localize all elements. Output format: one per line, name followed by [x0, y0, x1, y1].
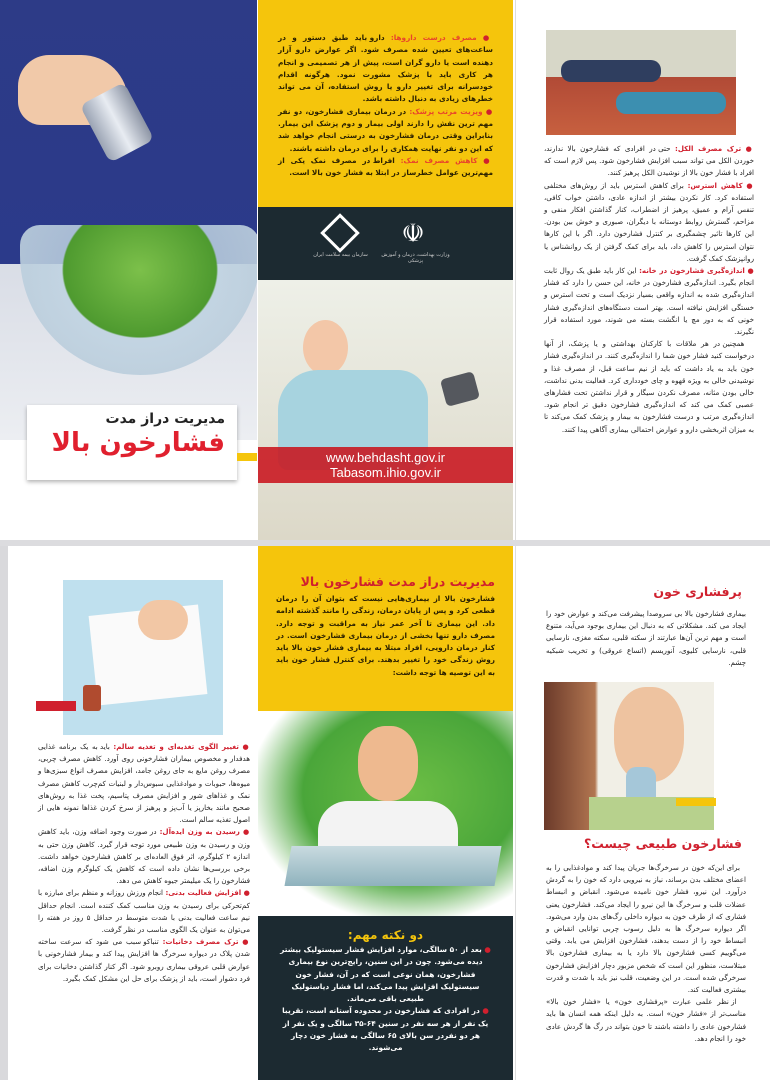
url-tabasom[interactable]: Tabasom.ihio.gov.ir	[329, 465, 442, 480]
bp-monitor-icon	[440, 371, 480, 407]
cover-title-box	[27, 405, 237, 480]
insurance-logo	[320, 213, 360, 253]
cover-title: فشارخون بالا	[51, 428, 225, 458]
prescription-illustration	[63, 580, 223, 735]
lifestyle-tips-panel	[515, 0, 770, 540]
section-title: مدیریت دراز مدت فشارخون بالا	[300, 574, 495, 589]
hand	[138, 600, 188, 640]
diet-exercise-text: ● تغییر الگوی تغذیه‌ای و تغذیه سالم: باید به یک برنامه غذایی هدفدار و مخصوص بیماران فشارخونی روی آورد. کاهش مصرف چربی، مصرف روغن مایع به جای روغن جامد، افزایش مصرف انواع سبزی‌ها و میوه‌ها، حبوبات و موادغذایی سبوس‌دار و لبنیات کم‌چرب کاهش مصرف نمک و غذاهای شور و افزایش مصرف پتاسیم، پخت غذا به روش‌های صحیح مانند بخارپز یا آب‌پز و پرهیز از سرخ کردن غذاها نمونه هایی از اصول تغذیه سالم است. ● رسیدن به وزن ایده‌آل: در صورت وجود اضافه وزن، باید کاهش وزن و رسیدن به وزن طبیعی مورد توجه قرار گیرد. کاهش وزن حتی به اندازه ۲ کیلوگرم، اثر فوق العاده‌ای بر کاهش فشارخون خواهد داشت. برخی بررسی‌ها نشان داده است که کاهش یک کیلوگرم وزن اضافه، فشارخون را یک میلیمتر جیوه کاهش می دهد. ● افزایش فعالیت بدنی: انجام ورزش روزانه و منظم برای مبارزه با کم‌تحرکی برای رسیدن به وزن مناسب کمک کننده است. انجام حداقل نیم ساعت فعالیت بدنی با شدت متوسط در حداقل ۵ روز در هفته را می‌توان به عنوان یک الگوی مناسب در نظر گرفت. ● ترک مصرف دخانیات: تنباکو سبب می شود که سرعت ساخته شدن پلاک در دیواره سرخرگ ها افزایش پیدا کند و بیمار فشارخونی با عوارض قلبی عروقی بیماری روبرو شود. اگر کنار گذاشتن دخانیات برای فرد دشوار است، باید از پزشک برای حل این مشکل کمک بگیرد.	[38, 742, 250, 983]
logos-band	[258, 207, 513, 280]
exercise-illustration	[258, 711, 513, 916]
cover-subtitle: مدیریت دراز مدت	[105, 411, 225, 427]
brochure-inside	[0, 546, 770, 1080]
notes-text: ● بعد از ۵۰ سالگی، موارد افزایش فشار سیستولیک بیشتر دیده می‌شود. چون در این سنین، رایج‌ترین نوع بیماری فشارخون، همان نوعی است که در آن، فشار خون سیستولیک افزایش پیدا می‌کند، اما فشار دیاستولیک طبیعی باقی می‌ماند. ● در افرادی که فشارخون در محدوده آستانه است، تقریبا یک نفر از هر سه نفر در سنین ۶۴-۳۵ سالگی و یک نفر از هر دو نفردر سن بالای ۶۵ سالگی به فشار خون دچار می‌شوند.	[280, 945, 491, 1053]
hypertension-info-panel	[515, 546, 770, 1080]
long-term-management-panel	[258, 546, 513, 711]
salt-salad-illustration	[0, 0, 257, 440]
patient-monitor-illustration	[258, 280, 513, 540]
url-behdasht[interactable]: www.behdasht.gov.ir	[326, 450, 445, 465]
normal-bp-title: فشارخون طبیعی چیست؟	[583, 836, 742, 851]
red-accent-bar	[36, 701, 76, 711]
man-face	[358, 726, 418, 801]
woman-lying	[616, 92, 726, 114]
important-notes-box	[258, 916, 513, 1080]
intro-text: فشارخون بالا از بیماری‌هایی نیست که بتوان آن را درمان قطعی کرد و پس از پایان درمان، زندگی را مانند گذشته ادامه داد. این بیماری تا آخر عمر نیاز به مراقبت و توجه دارد. مصرف دارو تنها بخشی از درمان بیماری فشارخون است. در کنار درمان دارویی، افراد مبتلا به بیماری فشار خون بالا باید روش زندگی خود را تغییر بدهند. برای کنترل فشار خون باید به این توصیه ها توجه داشت:	[276, 594, 495, 677]
hypertension-text: بیماری فشارخون بالا بی سروصدا پیشرفت می‌کند و عوارض خود را ایجاد می کند. مشکلاتی که به دنبال این بیماری بوجود می‌آید، متنوع است و مهم ترین آن‌ها عبارتند از سکته قلبی، سکته مغزی، نارسایی قلبی، نارسایی کلیوی، آنوریسم (اتساع عروقی) و تخریب شبکیه چشم.	[546, 609, 746, 667]
insurance-logo-caption: سازمان بیمه سلامت ایران	[313, 252, 368, 258]
lifestyle-tips-text: ● ترک مصرف الکل: حتی در افرادی که فشارخون بالا ندارند، خوردن الکل می تواند سبب افزایش فشارخون شود. پس لازم است که افراد با فشار خون بالا از نوشیدن الکل پرهیز کنند. ● کاهش استرس: برای کاهش استرس باید از روش‌های مختلفی استفاده کرد. کار نکردن بیشتر از اندازه عادی، داشتن خواب کافی، تنفس آرام و عمیق، پرهیز از اضطراب، کنار گذاشتن افکار منفی و مزاحم، گسترش روابط دوستانه با دیگران، صبوری و خوش بین بودن. این کارها تاثیر چشمگیری بر کنترل فشارخون دارد. اگر با این کارها نتوان استرس را کاهش داد، باید برای کمک گرفتن از یک روانشناس یا روانپزشک کمک گرفت. ● اندازه‌گیری فشارخون در خانه: این کار باید طبق یک روال ثابت انجام بگیرد. اندازه‌گیری فشارخون در خانه، این حسن را دارد که فشار اندازه‌گیری شده به اندازه واقعی بسیار نزدیک است و تحت استرس و خستگی افزایش نیافته است. بهتر است دستگاه‌های اندازه‌گیری فشار خونی که به دور مچ یا انگشت بسته می شوند، مورد استفاده قرار نگیرند. همچنین در هر ملاقات با کارکنان بهداشتی و یا پزشک، از آنها درخواست کنید فشار خون شما را اندازه‌گیری کنند. در اندازه‌گیری فشار خون باید به یاد داشت که باید از نیم ساعت قبل، از مصرف غذا و نوشیدنی خالی به ویژه قهوه و چای خودداری کرد. فعالیت بدنی نداشت، خالی بودن مثانه، مصرف نکردن سیگار و قرار نداشتن تحت فشارهای عصبی کمک می کند که اندازه‌گیری فشارخون دقیق تر انجام شود. اندازه‌گیری مرتب و درست فشارخون به بیمار و پزشک کمک می‌کند تا به میزان اثربخشی دارو و عوارض احتمالی بیماری آگاهی پیدا کنند.	[544, 144, 754, 434]
ministry-logo-caption: وزارت بهداشت، درمان و آموزش پزشکی	[381, 252, 450, 264]
resting-couple-illustration	[546, 30, 736, 135]
yellow-accent-bar	[676, 798, 716, 806]
normal-bp-text: برای این‌که خون در سرخرگ‌ها جریان پیدا کند و موادغذایی را به اعضای مختلف بدن برساند، نیاز به نیرویی دارد که خون را به گردش درآورد. این نیرو، فشار خون نامیده می‌شود. انقباض و انبساط عضلات قلب و سرخرگ ها این نیرو را ایجاد می‌کند. فشارخون یعنی فشاری که از طرف خون به دیواره داخلی رگ‌های بدن وارد می‌شود. اگر دیواره سرخرگ ها به دلیل رسوب چربی توانایی انقباض و انبساط خود را از دست بدهند، فشارخون افزایش می یابد. وقتی می‌گوییم کسی فشارخون بالا دارد یا به بیماری فشارخون بالا مبتلاست، منظور این است که شخص مزبور دچار افزایش فشارخون سرخرگی شده است. در این وضعیت، قلب نیز باید با شدت و قدرت بیشتری فعالیت کند. از نظر علمی عبارت «پرفشاری خون» یا «فشار خون بالا» مناسب‌تر از «فشار خون» است. به دلیل اینکه همه انسان ها باید فشارخون عادی را داشته باشند تا خون بتواند در رگ ها گردش عادی خود را انجام دهد.	[546, 863, 746, 1043]
url-band	[258, 447, 513, 483]
nosebleed-illustration	[544, 682, 714, 830]
cover-panel	[0, 0, 257, 540]
iran-emblem-icon: ☫	[401, 219, 425, 249]
notes-title: دو نکته مهم:	[347, 928, 424, 942]
medication-tips-text: ● مصرف درست داروها: دارو باید طبق دستور و در ساعت‌های تعیین شده مصرف شود. اگر عوارض دارو آزار دهنده است یا دارو گران است، پیش از هر تصمیمی و انجام هر کاری باید با پزشک مشورت نمود. هرگونه اقدام خودسرانه برای تغییر دارو یا روش استفاده، آن می تواند خطرهای زیادی به دنبال داشته باشد. ● ویزیت مرتب پزشک: در درمان بیماری فشارخون، دو نفر مهم ترین نقش را دارند اولی بیمار و دوم پزشک این بیمار. بنابراین وقتی درمان فشارخون به درستی انجام خواهد شد که این دو نفر نهایت همکاری را برای درمان داشته باشند. ● کاهش مصرف نمک: افراط در مصرف نمک یکی از مهم‌ترین عوامل خطرساز در ابتلا به فشار خون بالا است.	[278, 33, 493, 178]
diet-exercise-panel	[0, 546, 257, 1080]
pill-bottle	[83, 685, 101, 711]
man-lying	[561, 60, 661, 82]
scale-bar	[284, 846, 501, 886]
yellow-accent-bar	[237, 453, 257, 461]
medication-tips-panel	[258, 0, 513, 207]
salad-bowl-illustration	[20, 225, 257, 375]
patient-head	[303, 320, 348, 375]
hypertension-title: پرفشاری خون	[653, 584, 742, 599]
